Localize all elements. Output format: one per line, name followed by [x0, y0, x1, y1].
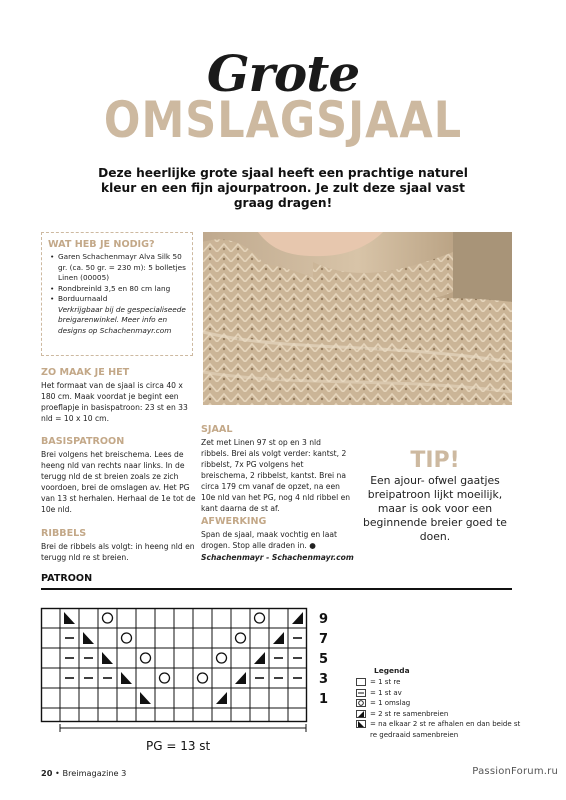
legend-label: = na elkaar 2 st re afhalen en dan beide st re gedraaid samenbreien [370, 720, 521, 739]
yarn-over-symbol [160, 673, 170, 683]
circle-legend-icon [356, 699, 366, 707]
legend-title: Legenda [374, 666, 410, 675]
empty-legend-icon [356, 678, 366, 686]
how-text: Het formaat van de sjaal is circa 40 x 180 cm. Maak voordat je begint een proeflapje in basispatroon: 23 st en 33 nld = 10 x 10 cm. [41, 381, 188, 423]
repeat-label: PG = 13 st [146, 739, 211, 753]
sjaal-title: SJAAL [201, 424, 233, 435]
tri-left-legend-icon [356, 720, 366, 728]
yarn-over-symbol [217, 653, 227, 663]
sjaal-text: Zet met Linen 97 st op en 3 nld ribbels. Brei als volgt verder: kantst, 2 ribbelst, 7x PG volgens het breischema, 2 ribbelst, kantst. Brei na circa 179 cm vanaf de opzet, na een 10e nld van het PG, nog 4 nld ribbel en kant daarna de st af. [201, 438, 351, 513]
materials-title: WAT HEB JE NODIG? [48, 239, 155, 250]
materials-item: • Garen Schachenmayr Alva Silk 50 gr. (ca. 50 gr. = 230 m): 5 bolletjes Linen (00005) [48, 252, 186, 284]
yarn-over-symbol [141, 653, 151, 663]
materials-item: • Borduurnaald [48, 294, 186, 305]
page-footer [41, 768, 126, 778]
ribbels-text: Brei de ribbels als volgt: in heeng nld en terugg nld re st breien. [41, 542, 195, 562]
yarn-over-symbol [255, 613, 265, 623]
row-number: 7 [319, 632, 329, 647]
legend-label: = 1 omslag [370, 699, 411, 707]
legend-item [356, 719, 526, 740]
row-number: 1 [319, 692, 329, 707]
row-number: 5 [319, 652, 329, 667]
materials-item: • Rondbreinld 3,5 en 80 cm lang [48, 284, 186, 295]
legend-item [356, 688, 526, 699]
legend-label: = 1 st av [370, 688, 402, 697]
basis-text: Brei volgens het breischema. Lees de heeng nld van rechts naar links. In de terugg nld de st breien zoals ze zich voordoen, brei de omslagen av. Het PG van 13 st herhalen. Herhaal de 1e tot de 10e nld. [41, 450, 196, 514]
yarn-over-symbol [236, 633, 246, 643]
watermark: PassionForum.ru [472, 766, 558, 777]
legend [356, 666, 526, 740]
ribbels-title: RIBBELS [41, 528, 87, 539]
legend-label: = 1 st re [370, 678, 401, 686]
intro-text: Deze heerlijke grote sjaal heeft een prachtige naturel kleur en een fijn ajourpatroon. Je zult deze sjaal vast graag dragen! [98, 166, 468, 210]
materials-note: Verkrijgbaar bij de gespecialiseede breigarenwinkel. Meer info en designs op Schachenmayr.com [58, 304, 186, 335]
legend-item [356, 709, 526, 720]
materials-box [41, 232, 193, 356]
page-number: 20 [41, 768, 53, 778]
yarn-over-symbol [198, 673, 208, 683]
dash-legend-icon [356, 689, 366, 697]
pattern-title: PATROON [41, 573, 93, 584]
how-title: ZO MAAK JE HET [41, 367, 130, 378]
script-title: Grote [206, 44, 360, 103]
footer-bullet: • [55, 768, 63, 778]
page-title: OMSLAGSJAAL [103, 92, 463, 150]
row-number: 9 [319, 612, 329, 627]
shawl-photo-image [203, 232, 512, 405]
afwerking-text: Span de sjaal, maak vochtig en laat drogen. Stop alle draden in. ● [201, 530, 337, 550]
afwerking-title: AFWERKING [201, 516, 267, 527]
legend-item [356, 677, 526, 688]
tri-right-legend-icon [356, 710, 366, 718]
yarn-over-symbol [122, 633, 132, 643]
legend-label: = 2 st re samenbreien [370, 709, 449, 718]
legend-item [356, 698, 526, 709]
tip-text: Een ajour- ofwel gaatjes breipatroon lijkt moeilijk, maar is ook voor een beginnende breier goed te doen. [363, 474, 507, 543]
row-number: 3 [319, 672, 329, 687]
magazine-name: Breimagazine 3 [62, 768, 127, 778]
knitting-chart-grid [41, 608, 329, 728]
knitting-chart [41, 608, 329, 728]
credit-text: Schachenmayr - Schachenmayr.com [201, 553, 354, 562]
pattern-divider [41, 588, 512, 590]
materials-list [48, 252, 186, 305]
shawl-photo [203, 232, 512, 405]
basis-title: BASISPATROON [41, 436, 125, 447]
yarn-over-symbol [103, 613, 113, 623]
tip-title: TIP! [410, 448, 460, 473]
